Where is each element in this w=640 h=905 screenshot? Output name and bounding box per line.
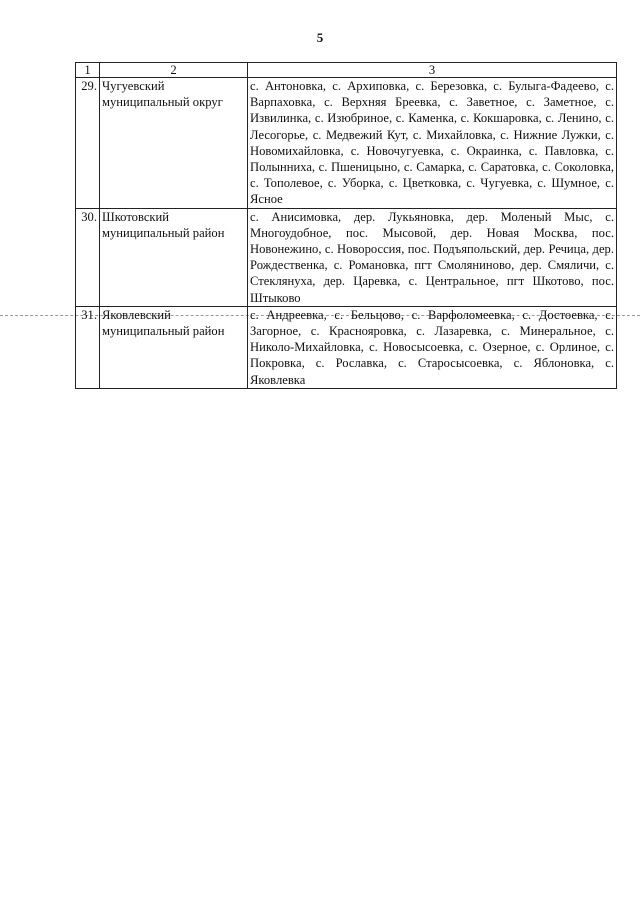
table-row [76, 306, 617, 388]
page-number: 5 [316, 30, 324, 45]
settlements-list: с. Андреевка, с. Бельцово, с. Варфоломеевка, с. Достоевка, с. Загорное, с. Краснояровка, с. Лазаревка, с. Минеральное, с. Николо-Михайловка, с. Новосысоевка, с. Озерное, с. Орлиное, с. Покровка, с. Рославка, с. Старосысоевка, с. Яблоновка, с. Яковлевка [248, 306, 617, 388]
header-col-3: 3 [248, 63, 617, 78]
header-col-1: 1 [76, 63, 100, 78]
table-header-row [76, 63, 617, 78]
row-number: 31. [76, 306, 100, 388]
municipality-name: Чугуевский муниципальный округ [100, 78, 248, 209]
row-number: 29. [76, 78, 100, 209]
settlements-list: с. Анисимовка, дер. Лукьяновка, дер. Моленый Мыс, с. Многоудобное, пос. Мысовой, дер. Новая Москва, пос. Новонежино, с. Новороссия, пос. Подъяпольский, дер. Речица, дер. Рождественка, с. Романовка, пгт Смоляниново, дер. Смяличи, с. Стеклянуха, дер. Царевка, с. Центральное, пгт Шкотово, пос. Штыково [248, 208, 617, 306]
row-number: 30. [76, 208, 100, 306]
settlements-table [75, 62, 617, 389]
header-col-2: 2 [100, 63, 248, 78]
table-row [76, 78, 617, 209]
municipality-name: Шкотовский муниципальный район [100, 208, 248, 306]
settlements-list: с. Антоновка, с. Архиповка, с. Березовка, с. Булыга-Фадеево, с. Варпаховка, с. Верхняя Бреевка, с. Заветное, с. Заметное, с. Извилинка, с. Изюбриное, с. Каменка, с. Кокшаровка, с. Ленино, с. Лесогорье, с. Медвежий Кут, с. Михайловка, с. Нижние Лужки, с. Новомихайловка, с. Новочугуевка, с. Окраинка, с. Павловка, с. Полынниха, с. Пшеницыно, с. Самарка, с. Саратовка, с. Соколовка, с. Тополевое, с. Уборка, с. Цветковка, с. Чугуевка, с. Шумное, с. Ясное [248, 78, 617, 209]
municipality-name: Яковлевский муниципальный район [100, 306, 248, 388]
table-row [76, 208, 617, 306]
